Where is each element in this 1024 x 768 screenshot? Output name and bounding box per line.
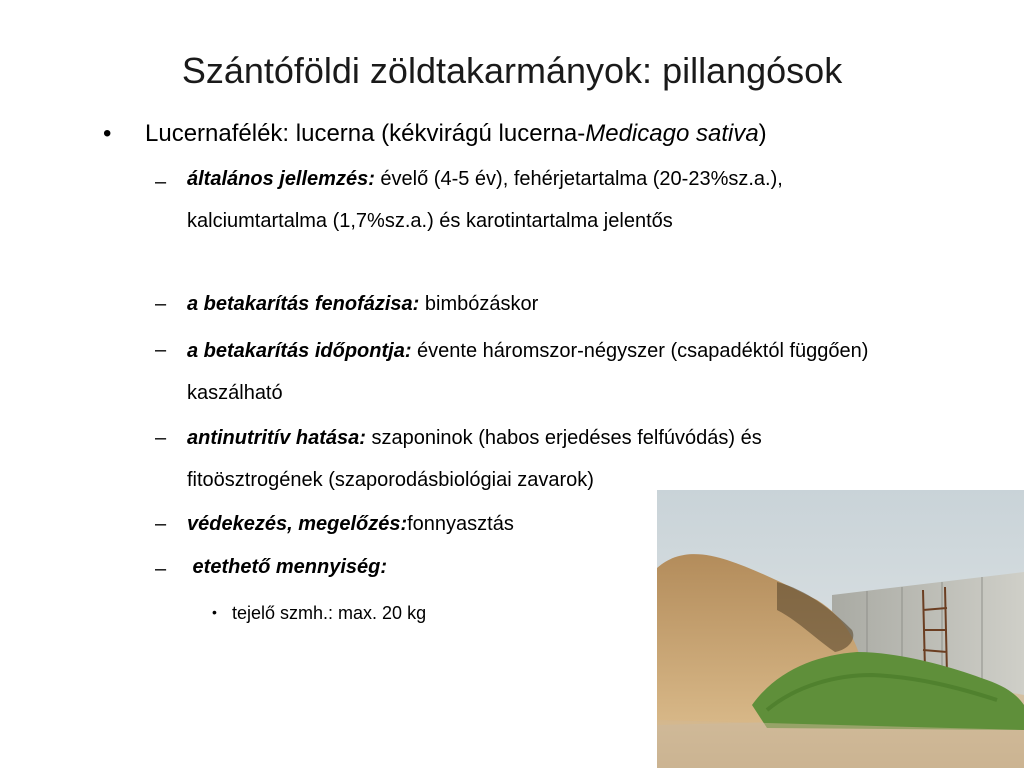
item-text: bimbózáskor <box>419 293 539 315</box>
dash-marker: – <box>155 293 167 315</box>
item-fenofazis <box>187 283 892 325</box>
dash-marker: – <box>155 339 167 361</box>
dash-marker: – <box>155 513 167 535</box>
sub-item-tejelo: tejelő szmh.: max. 20 kg <box>232 603 427 623</box>
latin-name: Medicago sativa <box>585 120 759 147</box>
item-text: fonnyasztás <box>407 513 514 535</box>
bullet-marker: • <box>103 120 112 147</box>
bullet-lucernafelek <box>145 116 945 152</box>
dash-marker: – <box>155 427 167 449</box>
bullet-prefix: Lucernafélék: lucerna (kékvirágú lucerna- <box>145 120 586 147</box>
silage-photo <box>657 490 1024 768</box>
item-text: évelő (4-5 év), fehérjetartalma (20-23%sz.a.), kalciumtartalma (1,7%sz.a.) és karotintartalma jelentős <box>187 168 783 232</box>
bullet-suffix: ) <box>758 120 767 147</box>
item-antinutritiv <box>187 417 892 501</box>
item-label: a betakarítás fenofázisa: <box>187 293 420 315</box>
item-label: a betakarítás időpontja: <box>187 340 412 362</box>
item-label: általános jellemzés: <box>187 168 375 190</box>
item-text: évente háromszor-négyszer (csapadéktól függően) kaszálható <box>187 340 869 404</box>
item-label: antinutritív hatása: <box>187 427 366 449</box>
dash-marker: – <box>155 558 167 580</box>
dash-marker: – <box>155 171 167 193</box>
item-label: védekezés, megelőzés: <box>187 513 408 535</box>
item-text: szaponinok (habos erjedéses felfúvódás) és fitoösztrogének (szaporodásbiológiai zavarok) <box>187 427 762 491</box>
sub-bullet-marker: • <box>212 604 217 620</box>
item-idopont <box>187 330 892 414</box>
item-label: etethető mennyiség: <box>187 556 388 578</box>
slide-title: Szántóföldi zöldtakarmányok: pillangósok <box>181 50 843 91</box>
item-altalanos-jellemzes <box>187 158 892 242</box>
